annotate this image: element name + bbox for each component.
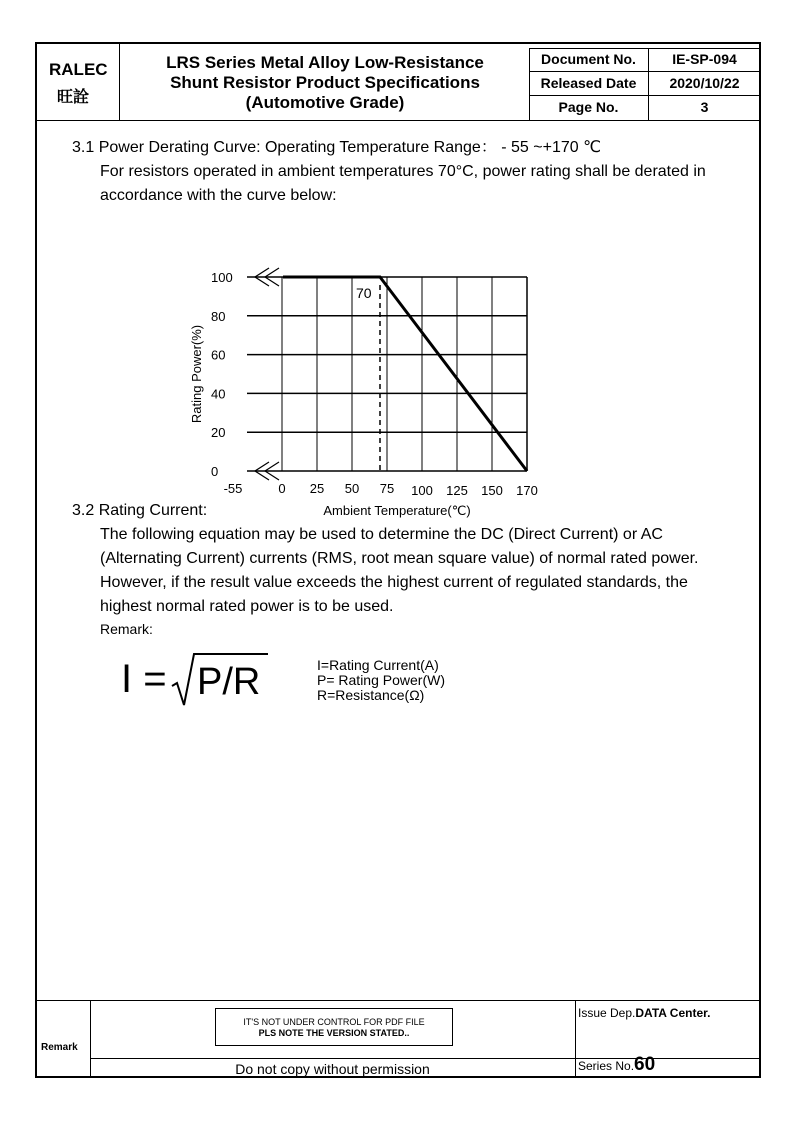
chart-x-tick: 170: [516, 483, 538, 498]
formula-lhs: I =: [121, 657, 167, 701]
legend-current: I=Rating Current(A): [317, 657, 439, 673]
section-3-2-line2: (Alternating Current) currents (RMS, root mean square value) of normal rated power.: [100, 550, 699, 567]
series-number: [578, 1054, 655, 1076]
released-date-value: 2020/10/22: [669, 75, 740, 91]
section-3-2-line3: However, if the result value exceeds the highest current of regulated standards, the: [100, 574, 688, 591]
chart-x-tick: 50: [344, 481, 360, 496]
series-no-label: Series No.: [578, 1059, 635, 1073]
section-3-2-line1: The following equation may be used to determine the DC (Direct Current) or AC: [100, 526, 663, 543]
company-name-cn: 旺詮: [57, 87, 90, 106]
section-3-1-line1: For resistors operated in ambient temperatures 70°C, power rating shall be derated in: [100, 163, 706, 180]
doc-no-value: IE-SP-094: [672, 51, 737, 67]
chart-grid: [247, 268, 527, 480]
doc-title: LRS Series Metal Alloy Low-Resistance Shunt Resistor Product Specifications (Automotive Grade): [166, 53, 484, 112]
chart-y-axis-label: Rating Power(%): [189, 324, 204, 424]
remark-label: Remark:: [100, 621, 153, 637]
pdf-notice-line2: PLS NOTE THE VERSION STATED..: [258, 1028, 410, 1038]
chart-x-axis-label: Ambient Temperature(℃): [323, 503, 471, 518]
chart-y-tick: 40: [211, 386, 226, 402]
chart-x-tick: 0: [278, 481, 286, 496]
formula-legend: [317, 658, 445, 703]
copy-notice: Do not copy without permission: [235, 1061, 430, 1077]
doc-no-label: Document No.: [541, 51, 636, 67]
page-no-value: 3: [700, 99, 709, 115]
section-3-1-heading: 3.1 Power Derating Curve: Operating Temperature Range： - 55 ~+170 ℃: [72, 139, 602, 156]
formula-radicand: P/R: [197, 661, 261, 703]
issue-dep-label: Issue Dep.: [578, 1006, 636, 1020]
section-3-2-line4: highest normal rated power is to be used.: [100, 598, 394, 615]
chart-y-tick: 100: [211, 270, 233, 285]
chart-ticks: [211, 270, 538, 498]
chart-x-tick: -55: [223, 481, 243, 496]
legend-power: P= Rating Power(W): [317, 672, 445, 688]
chart-x-tick: 150: [481, 483, 503, 498]
chart-y-tick: 60: [211, 347, 226, 363]
chart-annotation-70: 70: [356, 285, 372, 301]
released-date-label: Released Date: [540, 75, 637, 91]
page-no-label: Page No.: [558, 99, 619, 115]
issue-dep-value: DATA Center.: [635, 1006, 711, 1020]
series-no-value: 60: [634, 1054, 656, 1075]
section-3-1-line2: accordance with the curve below:: [100, 187, 337, 204]
chart-derating-curve: [283, 277, 527, 471]
pdf-notice-line1: IT'S NOT UNDER CONTROL FOR PDF FILE: [243, 1017, 425, 1027]
company-logo: RALEC: [49, 60, 108, 79]
chart-y-tick: 80: [211, 308, 226, 324]
chart-y-tick: 0: [211, 464, 219, 479]
chart-x-tick: 25: [309, 481, 325, 496]
legend-resistance: R=Resistance(Ω): [317, 687, 425, 703]
pdf-notice-box: [215, 1008, 453, 1046]
chart-x-tick: 125: [446, 483, 468, 498]
chart-y-tick: 20: [211, 425, 226, 441]
footer-remark-label: Remark: [41, 1042, 78, 1053]
chart-x-tick: 100: [411, 483, 433, 498]
issue-department: [578, 1006, 711, 1020]
section-3-2-heading: 3.2 Rating Current:: [72, 502, 208, 519]
power-derating-chart: [189, 224, 582, 518]
chart-series: [283, 277, 527, 471]
chart-x-tick: 75: [379, 481, 395, 496]
page-frame: [35, 42, 761, 1078]
